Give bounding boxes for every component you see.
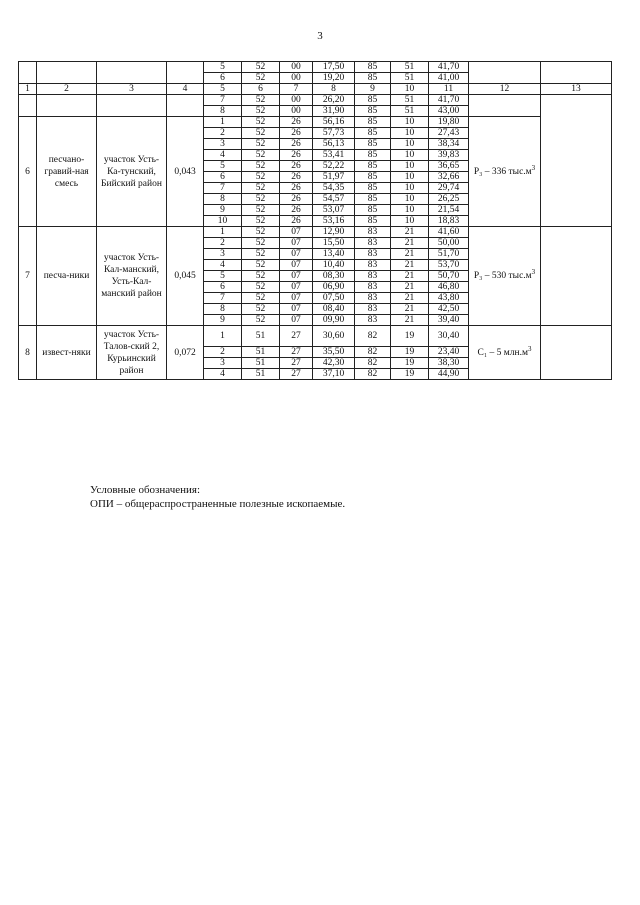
table-cell: 52 <box>242 95 280 106</box>
table-cell: 5 <box>204 62 242 73</box>
table-cell: 2 <box>204 347 242 358</box>
table-cell: 10 <box>391 117 429 128</box>
table-cell: 51 <box>242 369 280 380</box>
deposit-location: участок Усть-Талов-ский 2, Курьинский район <box>97 326 167 380</box>
table-cell: 83 <box>355 293 391 304</box>
table-cell: 83 <box>355 282 391 293</box>
empty-col-1 <box>19 62 37 84</box>
empty-col-4 <box>167 95 204 117</box>
table-cell: 51,97 <box>313 172 355 183</box>
empty-col-4 <box>167 62 204 84</box>
deposit-number: 8 <box>19 326 37 380</box>
column-number: 4 <box>167 84 204 95</box>
table-cell: 85 <box>355 161 391 172</box>
table-cell: 6 <box>204 172 242 183</box>
table-cell: 10 <box>391 205 429 216</box>
table-cell: 21 <box>391 293 429 304</box>
table-cell: 27 <box>280 358 313 369</box>
empty-col-2 <box>37 62 97 84</box>
table-cell: 56,16 <box>313 117 355 128</box>
table-cell: 82 <box>355 369 391 380</box>
table-cell: 51 <box>242 326 280 347</box>
table-cell: 50,00 <box>429 238 469 249</box>
column-number: 8 <box>313 84 355 95</box>
table-cell: 85 <box>355 194 391 205</box>
table-cell: 23,40 <box>429 347 469 358</box>
table-cell: 9 <box>204 205 242 216</box>
table-cell: 00 <box>280 73 313 84</box>
table-cell: 5 <box>204 271 242 282</box>
table-row <box>19 117 612 128</box>
table-cell: 9 <box>204 315 242 326</box>
table-cell: 21 <box>391 227 429 238</box>
table-cell: 8 <box>204 106 242 117</box>
table-cell: 1 <box>204 117 242 128</box>
table-cell: 07 <box>280 271 313 282</box>
column-number-row <box>19 84 612 95</box>
table-cell: 3 <box>204 358 242 369</box>
table-cell: 1 <box>204 326 242 347</box>
resource-unit-power: 3 <box>528 344 532 353</box>
empty-col-13 <box>541 62 612 84</box>
table-cell: 21 <box>391 238 429 249</box>
table-cell: 83 <box>355 315 391 326</box>
table-cell: 10 <box>391 183 429 194</box>
table-cell: 85 <box>355 62 391 73</box>
table-cell: 07 <box>280 227 313 238</box>
table-cell: 7 <box>204 183 242 194</box>
table-cell: 4 <box>204 150 242 161</box>
table-cell: 07 <box>280 238 313 249</box>
table-cell: 27 <box>280 347 313 358</box>
table-cell: 46,80 <box>429 282 469 293</box>
table-cell: 4 <box>204 260 242 271</box>
deposit-area: 0,072 <box>167 326 204 380</box>
column-number: 11 <box>429 84 469 95</box>
table-cell: 52 <box>242 194 280 205</box>
table-cell: 19 <box>391 358 429 369</box>
table-cell: 52 <box>242 106 280 117</box>
table-cell: 26 <box>280 117 313 128</box>
table-cell: 18,83 <box>429 216 469 227</box>
table-cell: 52 <box>242 161 280 172</box>
legend-title: Условные обозначения: <box>90 484 201 496</box>
table-cell: 53,07 <box>313 205 355 216</box>
table-cell: 85 <box>355 106 391 117</box>
table-cell: 07 <box>280 282 313 293</box>
table-cell: 85 <box>355 73 391 84</box>
table-cell: 21 <box>391 260 429 271</box>
table-cell: 4 <box>204 369 242 380</box>
table-cell: 52 <box>242 62 280 73</box>
table-cell: 30,60 <box>313 326 355 347</box>
table-cell: 19 <box>391 369 429 380</box>
table-cell: 53,41 <box>313 150 355 161</box>
table-cell: 35,50 <box>313 347 355 358</box>
table-cell: 52 <box>242 216 280 227</box>
empty-col-13 <box>541 95 612 227</box>
table-cell: 10 <box>391 128 429 139</box>
table-cell: 85 <box>355 183 391 194</box>
table-cell: 85 <box>355 172 391 183</box>
table-cell: 19,20 <box>313 73 355 84</box>
table-cell: 10 <box>391 194 429 205</box>
table-cell: 7 <box>204 95 242 106</box>
deposit-location: участок Усть-Ка-тунский, Бийский район <box>97 117 167 227</box>
table-row <box>19 95 612 106</box>
table-cell: 83 <box>355 249 391 260</box>
table-cell: 51 <box>242 358 280 369</box>
empty-col-1 <box>19 95 37 117</box>
table-cell: 15,50 <box>313 238 355 249</box>
table-cell: 52 <box>242 183 280 194</box>
table-cell: 52 <box>242 150 280 161</box>
table-cell: 19,80 <box>429 117 469 128</box>
table-cell: 12,90 <box>313 227 355 238</box>
empty-col-12 <box>469 95 541 117</box>
page-number: 3 <box>317 30 323 42</box>
resource-estimate <box>469 227 541 326</box>
table-cell: 26 <box>280 194 313 205</box>
empty-col-13 <box>541 326 612 380</box>
table-cell: 50,70 <box>429 271 469 282</box>
table-cell: 32,66 <box>429 172 469 183</box>
table-cell: 39,83 <box>429 150 469 161</box>
table-cell: 52 <box>242 304 280 315</box>
table-cell: 26,25 <box>429 194 469 205</box>
table-cell: 42,50 <box>429 304 469 315</box>
table-cell: 06,90 <box>313 282 355 293</box>
table-cell: 7 <box>204 293 242 304</box>
table-cell: 52 <box>242 128 280 139</box>
empty-col-12 <box>469 62 541 84</box>
table-cell: 30,40 <box>429 326 469 347</box>
table-cell: 10 <box>391 139 429 150</box>
table-cell: 00 <box>280 95 313 106</box>
table-cell: 52 <box>242 249 280 260</box>
table-cell: 56,13 <box>313 139 355 150</box>
table-cell: 52 <box>242 227 280 238</box>
table-cell: 85 <box>355 95 391 106</box>
table-cell: 21 <box>391 315 429 326</box>
resource-unit-power: 3 <box>531 267 536 276</box>
table-cell: 52 <box>242 315 280 326</box>
deposit-area: 0,043 <box>167 117 204 227</box>
empty-col-3 <box>97 62 167 84</box>
table-cell: 07 <box>280 249 313 260</box>
table-cell: 54,57 <box>313 194 355 205</box>
table-row <box>19 62 612 73</box>
column-number: 7 <box>280 84 313 95</box>
table-cell: 21 <box>391 271 429 282</box>
table-cell: 52,22 <box>313 161 355 172</box>
coordinates-table <box>18 61 612 380</box>
table-cell: 85 <box>355 205 391 216</box>
table-cell: 52 <box>242 117 280 128</box>
deposit-location: участок Усть-Кал-манский, Усть-Кал-манский район <box>97 227 167 326</box>
column-number: 12 <box>469 84 541 95</box>
table-row <box>19 326 612 347</box>
table-cell: 52 <box>242 271 280 282</box>
table-cell: 41,00 <box>429 73 469 84</box>
table-cell: 52 <box>242 73 280 84</box>
table-cell: 13,40 <box>313 249 355 260</box>
table-cell: 52 <box>242 282 280 293</box>
table-cell: 41,70 <box>429 95 469 106</box>
table-cell: 10 <box>391 161 429 172</box>
table-cell: 83 <box>355 238 391 249</box>
table-cell: 3 <box>204 249 242 260</box>
table-cell: 41,70 <box>429 62 469 73</box>
table-cell: 82 <box>355 358 391 369</box>
table-cell: 2 <box>204 238 242 249</box>
table-cell: 85 <box>355 150 391 161</box>
table-cell: 52 <box>242 293 280 304</box>
table-cell: 00 <box>280 106 313 117</box>
deposit-type: песчано-гравий-ная смесь <box>37 117 97 227</box>
table-cell: 51 <box>242 347 280 358</box>
table-cell: 08,30 <box>313 271 355 282</box>
resource-text: С₁ – 5 млн.м <box>477 347 528 358</box>
resource-unit-power: 3 <box>531 163 536 172</box>
table-cell: 31,90 <box>313 106 355 117</box>
table-cell: 21 <box>391 282 429 293</box>
table-cell: 53,16 <box>313 216 355 227</box>
table-cell: 27,43 <box>429 128 469 139</box>
table-cell: 54,35 <box>313 183 355 194</box>
table-cell: 17,50 <box>313 62 355 73</box>
table-cell: 26 <box>280 205 313 216</box>
table-cell: 26 <box>280 150 313 161</box>
table-cell: 00 <box>280 62 313 73</box>
column-number: 3 <box>97 84 167 95</box>
empty-col-13 <box>541 227 612 326</box>
column-number: 13 <box>541 84 612 95</box>
table-cell: 26 <box>280 139 313 150</box>
table-cell: 21,54 <box>429 205 469 216</box>
table-cell: 85 <box>355 139 391 150</box>
table-cell: 41,60 <box>429 227 469 238</box>
column-number: 2 <box>37 84 97 95</box>
table-cell: 8 <box>204 194 242 205</box>
table-cell: 51 <box>391 73 429 84</box>
resource-text: Р₃ – 530 тыс.м <box>473 271 532 281</box>
table-cell: 51 <box>391 95 429 106</box>
empty-col-3 <box>97 95 167 117</box>
table-cell: 36,65 <box>429 161 469 172</box>
table-cell: 29,74 <box>429 183 469 194</box>
table-cell: 52 <box>242 260 280 271</box>
table-cell: 27 <box>280 369 313 380</box>
table-cell: 07 <box>280 304 313 315</box>
table-cell: 2 <box>204 128 242 139</box>
deposit-type: извест-няки <box>37 326 97 380</box>
table-cell: 21 <box>391 249 429 260</box>
table-cell: 10 <box>391 150 429 161</box>
table-cell: 27 <box>280 326 313 347</box>
table-cell: 07 <box>280 260 313 271</box>
table-cell: 39,40 <box>429 315 469 326</box>
table-cell: 26 <box>280 172 313 183</box>
table-cell: 19 <box>391 347 429 358</box>
table-cell: 57,73 <box>313 128 355 139</box>
table-cell: 85 <box>355 216 391 227</box>
table-cell: 26 <box>280 161 313 172</box>
table-cell: 37,10 <box>313 369 355 380</box>
column-number: 5 <box>204 84 242 95</box>
table-cell: 19 <box>391 326 429 347</box>
table-cell: 8 <box>204 304 242 315</box>
table-cell: 21 <box>391 304 429 315</box>
table-cell: 07 <box>280 293 313 304</box>
table-cell: 26,20 <box>313 95 355 106</box>
table-cell: 10 <box>391 172 429 183</box>
table-cell: 52 <box>242 205 280 216</box>
table-cell: 09,90 <box>313 315 355 326</box>
table-cell: 83 <box>355 227 391 238</box>
table-cell: 08,40 <box>313 304 355 315</box>
table-cell: 6 <box>204 282 242 293</box>
table-cell: 38,30 <box>429 358 469 369</box>
deposit-number: 7 <box>19 227 37 326</box>
table-cell: 10 <box>391 216 429 227</box>
table-cell: 26 <box>280 216 313 227</box>
table-cell: 82 <box>355 347 391 358</box>
table-cell: 10 <box>204 216 242 227</box>
empty-col-2 <box>37 95 97 117</box>
column-number: 6 <box>242 84 280 95</box>
table-cell: 26 <box>280 128 313 139</box>
table-cell: 52 <box>242 238 280 249</box>
column-number: 10 <box>391 84 429 95</box>
resource-estimate <box>469 117 541 227</box>
table-cell: 85 <box>355 117 391 128</box>
table-cell: 44,90 <box>429 369 469 380</box>
legend-line: ОПИ – общераспространенные полезные ископаемые. <box>90 498 346 510</box>
table-cell: 5 <box>204 161 242 172</box>
table-cell: 43,80 <box>429 293 469 304</box>
table-cell: 51 <box>391 62 429 73</box>
legend <box>90 483 345 511</box>
table-cell: 07,50 <box>313 293 355 304</box>
table-cell: 3 <box>204 139 242 150</box>
table-cell: 26 <box>280 183 313 194</box>
table-cell: 51 <box>391 106 429 117</box>
table-row <box>19 227 612 238</box>
table-cell: 1 <box>204 227 242 238</box>
column-number: 1 <box>19 84 37 95</box>
table-cell: 83 <box>355 271 391 282</box>
table-cell: 83 <box>355 304 391 315</box>
table-cell: 52 <box>242 172 280 183</box>
table-cell: 6 <box>204 73 242 84</box>
table-cell: 38,34 <box>429 139 469 150</box>
deposit-area: 0,045 <box>167 227 204 326</box>
table-cell: 53,70 <box>429 260 469 271</box>
deposit-number: 6 <box>19 117 37 227</box>
resource-text: Р₃ – 336 тыс.м <box>473 166 532 177</box>
table-cell: 51,70 <box>429 249 469 260</box>
table-cell: 83 <box>355 260 391 271</box>
table-cell: 82 <box>355 326 391 347</box>
table-cell: 43,00 <box>429 106 469 117</box>
table-cell: 07 <box>280 315 313 326</box>
table-cell: 10,40 <box>313 260 355 271</box>
resource-estimate <box>469 326 541 380</box>
deposit-type: песча-ники <box>37 227 97 326</box>
table-cell: 52 <box>242 139 280 150</box>
table-cell: 42,30 <box>313 358 355 369</box>
column-number: 9 <box>355 84 391 95</box>
table-cell: 85 <box>355 128 391 139</box>
